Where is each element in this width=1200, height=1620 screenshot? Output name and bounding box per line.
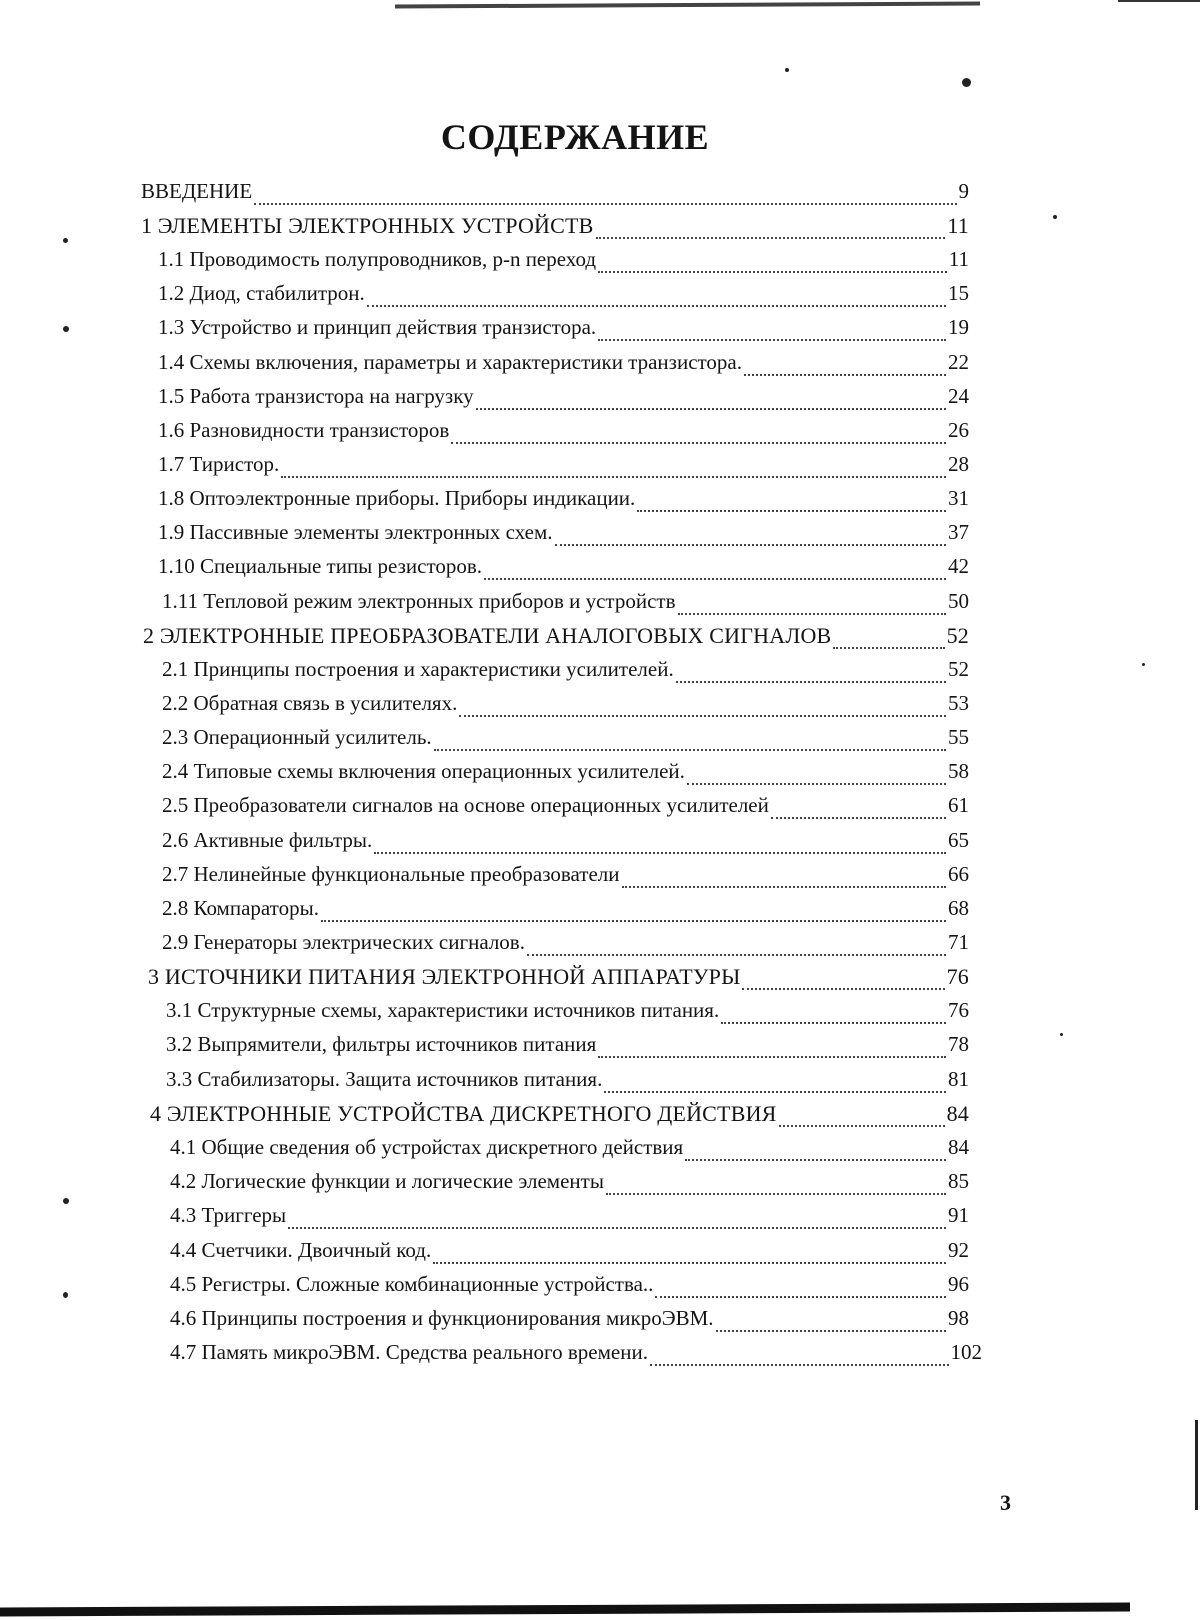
- toc-entry-page: 58: [948, 759, 969, 784]
- leader-dots: [596, 236, 946, 239]
- toc-entry-label: 1.6 Разновидности транзисторов: [158, 418, 449, 443]
- leader-dots: [744, 373, 946, 376]
- leader-dots: [288, 1226, 946, 1229]
- leader-dots: [484, 577, 946, 580]
- bottom-scan-artifact-line: [0, 1603, 1130, 1617]
- toc-entry: [141, 179, 969, 213]
- toc-entry-label: 2 ЭЛЕКТРОННЫЕ ПРЕОБРАЗОВАТЕЛИ АНАЛОГОВЫХ СИГНАЛОВ: [143, 623, 831, 649]
- leader-dots: [771, 816, 946, 819]
- toc-entry-label: 2.4 Типовые схемы включения операционных усилителей.: [162, 759, 685, 784]
- toc-entry: [170, 1169, 969, 1203]
- toc-entry-label: 4.4 Счетчики. Двоичный код.: [170, 1238, 431, 1263]
- toc-entry-page: 76: [948, 998, 969, 1023]
- leader-dots: [655, 1295, 946, 1298]
- toc-entry-page: 11: [947, 213, 969, 239]
- toc-entry-label: 1.9 Пассивные элементы электронных схем.: [158, 520, 553, 545]
- leader-dots: [676, 680, 946, 683]
- toc-entry: [158, 350, 969, 384]
- top-right-scan-line: [1118, 0, 1200, 2]
- leader-dots: [254, 202, 956, 205]
- toc-entry-label: 4.7 Память микроЭВМ. Средства реального времени.: [170, 1340, 648, 1365]
- toc-entry-label: 2.7 Нелинейные функциональные преобразователи: [162, 862, 620, 887]
- leader-dots: [527, 953, 946, 956]
- toc-entry-label: 3.3 Стабилизаторы. Защита источников питания.: [166, 1067, 602, 1092]
- scan-speck: [63, 1292, 68, 1298]
- toc-entry: [162, 793, 969, 827]
- toc-entry-label: 1.10 Специальные типы резисторов.: [158, 554, 482, 579]
- toc-entry: [158, 384, 969, 418]
- toc-entry-label: 3.2 Выпрямители, фильтры источников питания: [166, 1032, 596, 1057]
- leader-dots: [687, 782, 946, 785]
- toc-entry-label: 1 ЭЛЕМЕНТЫ ЭЛЕКТРОННЫХ УСТРОЙСТВ: [141, 213, 594, 239]
- toc-entry-page: 24: [948, 384, 969, 409]
- toc-entry-page: 81: [948, 1067, 969, 1092]
- toc-entry: [170, 1238, 969, 1272]
- toc-entry-label: 2.2 Обратная связь в усилителях.: [162, 691, 457, 716]
- toc-entry: [162, 828, 969, 862]
- toc-entry-page: 98: [948, 1306, 969, 1331]
- toc-entry-label: 1.2 Диод, стабилитрон.: [158, 281, 365, 306]
- scanned-page: [0, 0, 1200, 1620]
- leader-dots: [833, 646, 944, 649]
- toc-entry-page: 22: [948, 350, 969, 375]
- scan-speck: [63, 238, 68, 243]
- leader-dots: [606, 1192, 946, 1195]
- toc-entry-label: 1.1 Проводимость полупроводников, р-n переход: [158, 247, 596, 272]
- top-scan-artifact-line: [395, 1, 980, 8]
- toc-entry-label: 3 ИСТОЧНИКИ ПИТАНИЯ ЭЛЕКТРОННОЙ АППАРАТУРЫ: [148, 964, 740, 990]
- toc-entry: [166, 998, 969, 1032]
- page-title: СОДЕРЖАНИЕ: [0, 116, 1150, 158]
- toc-entry: [158, 281, 969, 315]
- toc-entry-page: 55: [948, 725, 969, 750]
- scan-speck: [1053, 215, 1057, 219]
- toc-entry-page: 53: [948, 691, 969, 716]
- leader-dots: [598, 338, 946, 341]
- leader-dots: [433, 1261, 946, 1264]
- leader-dots: [716, 1329, 946, 1332]
- toc-entry-label: 4.3 Триггеры: [170, 1203, 286, 1228]
- toc-entry-label: 1.5 Работа транзистора на нагрузку: [158, 384, 474, 409]
- leader-dots: [742, 987, 944, 990]
- toc-entry: [162, 589, 969, 623]
- toc-entry-page: 91: [948, 1203, 969, 1228]
- page-number: 3: [1000, 1490, 1011, 1516]
- toc-entry: [158, 554, 969, 588]
- toc-entry-label: 1.8 Оптоэлектронные приборы. Приборы индикации.: [158, 486, 635, 511]
- toc-entry: [162, 657, 969, 691]
- toc-entry: [170, 1272, 969, 1306]
- toc-entry: [158, 315, 969, 349]
- toc-entry-label: 2.8 Компараторы.: [162, 896, 319, 921]
- toc-entry-page: 37: [948, 520, 969, 545]
- toc-entry: [162, 896, 969, 930]
- toc-entry-page: 52: [947, 623, 969, 649]
- toc-entry-label: 2.5 Преобразователи сигналов на основе операционных усилителей: [162, 793, 769, 818]
- toc-entry-label: 1.11 Тепловой режим электронных приборов и устройств: [162, 589, 676, 614]
- right-edge-scan-line: [1195, 1420, 1198, 1510]
- toc-entry: [141, 213, 969, 247]
- toc-entry-page: 61: [948, 793, 969, 818]
- leader-dots: [321, 919, 946, 922]
- toc-entry-page: 15: [948, 281, 969, 306]
- toc-entry: [158, 452, 969, 486]
- toc-entry: [158, 486, 969, 520]
- leader-dots: [650, 1363, 949, 1366]
- toc-entry-page: 31: [948, 486, 969, 511]
- leader-dots: [622, 885, 946, 888]
- toc-entry-page: 66: [948, 862, 969, 887]
- toc-entry-label: 2.1 Принципы построения и характеристики усилителей.: [162, 657, 674, 682]
- toc-entry-label: 4 ЭЛЕКТРОННЫЕ УСТРОЙСТВА ДИСКРЕТНОГО ДЕЙСТВИЯ: [150, 1101, 777, 1127]
- toc-entry: [150, 1101, 969, 1135]
- toc-entry-page: 11: [949, 247, 969, 272]
- toc-entry-page: 76: [947, 964, 969, 990]
- toc-entry-label: 3.1 Структурные схемы, характеристики источников питания.: [166, 998, 719, 1023]
- leader-dots: [598, 1055, 946, 1058]
- toc-entry-label: 1.3 Устройство и принцип действия транзистора.: [158, 315, 596, 340]
- toc-entry: [170, 1135, 969, 1169]
- toc-entry-page: 26: [948, 418, 969, 443]
- toc-entry-page: 71: [948, 930, 969, 955]
- leader-dots: [281, 475, 946, 478]
- toc-entry-label: 2.9 Генераторы электрических сигналов.: [162, 930, 525, 955]
- toc-entry-page: 52: [948, 657, 969, 682]
- toc-entry-label: 4.6 Принципы построения и функционирования микроЭВМ.: [170, 1306, 714, 1331]
- leader-dots: [434, 748, 946, 751]
- toc-entry-label: 2.6 Активные фильтры.: [162, 828, 372, 853]
- toc-entry-label: 4.5 Регистры. Сложные комбинационные устройства..: [170, 1272, 653, 1297]
- toc-entry: [162, 862, 969, 896]
- leader-dots: [476, 407, 946, 410]
- toc-entry-label: ВВЕДЕНИЕ: [141, 179, 252, 204]
- leader-dots: [685, 1158, 946, 1161]
- toc-entry: [148, 964, 969, 998]
- toc-entry: [166, 1067, 969, 1101]
- toc-entry: [162, 759, 969, 793]
- leader-dots: [678, 612, 946, 615]
- leader-dots: [637, 509, 946, 512]
- toc-entry: [170, 1203, 969, 1237]
- toc-entry: [170, 1340, 982, 1374]
- leader-dots: [451, 441, 946, 444]
- toc-entry-page: 19: [948, 315, 969, 340]
- toc-entry-page: 92: [948, 1238, 969, 1263]
- scan-speck: [1060, 1033, 1063, 1036]
- leader-dots: [367, 304, 946, 307]
- leader-dots: [604, 1090, 946, 1093]
- toc-entry-label: 2.3 Операционный усилитель.: [162, 725, 432, 750]
- toc-entry: [158, 247, 969, 281]
- toc-entry: [143, 623, 969, 657]
- toc-entry-page: 68: [948, 896, 969, 921]
- scan-speck: [63, 326, 69, 332]
- leader-dots: [598, 270, 947, 273]
- toc-entry-page: 50: [948, 589, 969, 614]
- toc-entry-page: 78: [948, 1032, 969, 1057]
- toc-entry-label: 1.4 Схемы включения, параметры и характеристики транзистора.: [158, 350, 742, 375]
- toc-entry-page: 65: [948, 828, 969, 853]
- scan-speck: [1142, 663, 1145, 666]
- toc-entry-label: 4.1 Общие сведения об устройстах дискретного действия: [170, 1135, 683, 1160]
- leader-dots: [374, 851, 946, 854]
- toc-entry-page: 28: [948, 452, 969, 477]
- toc-entry: [158, 520, 969, 554]
- leader-dots: [459, 714, 946, 717]
- scan-speck: [63, 1198, 69, 1204]
- toc-entry-page: 84: [948, 1135, 969, 1160]
- toc-entry: [170, 1306, 969, 1340]
- leader-dots: [721, 1021, 946, 1024]
- toc-entry-page: 96: [948, 1272, 969, 1297]
- toc-entry: [166, 1032, 969, 1066]
- leader-dots: [779, 1124, 945, 1127]
- scan-speck: [962, 78, 971, 87]
- scan-speck: [785, 68, 789, 72]
- toc-entry-label: 4.2 Логические функции и логические элементы: [170, 1169, 604, 1194]
- toc-entry-label: 1.7 Тиристор.: [158, 452, 279, 477]
- toc-entry-page: 9: [959, 179, 970, 204]
- toc-entry: [162, 725, 969, 759]
- leader-dots: [555, 543, 946, 546]
- toc-entry-page: 84: [947, 1101, 969, 1127]
- toc-entry: [162, 930, 969, 964]
- toc-entry: [162, 691, 969, 725]
- toc-entry-page: 85: [948, 1169, 969, 1194]
- toc-entry: [158, 418, 969, 452]
- toc-entry-page: 42: [948, 554, 969, 579]
- toc-entry-page: 102: [951, 1340, 983, 1365]
